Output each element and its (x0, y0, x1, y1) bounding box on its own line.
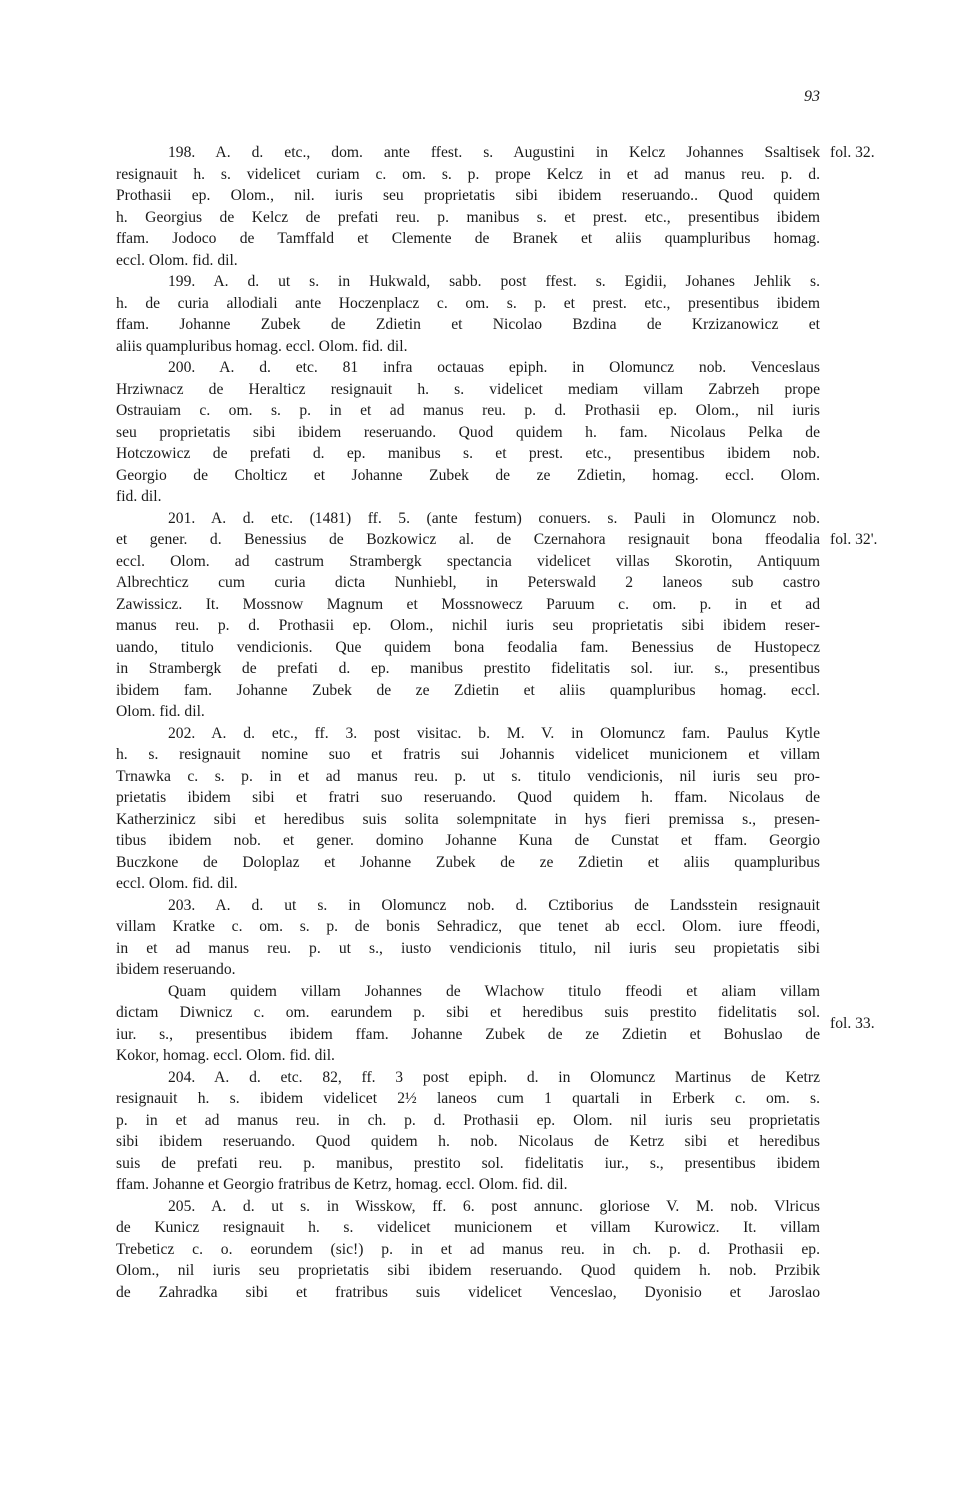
margin-note-fol-33: fol. 33. (830, 1015, 875, 1032)
text-line: 198. A. d. etc., dom. ante ffest. s. Augustini in Kelcz Johannes Ssaltisek (168, 144, 820, 161)
margin-note-fol-32: fol. 32. (830, 144, 875, 161)
text-line: Buczkone de Doloplaz et Johanne Zubek de ze Zdietin et aliis quampluribus (116, 853, 820, 871)
text-line: 199. A. d. ut s. in Hukwald, sabb. post ffest. s. Egidii, Johanes Jehlik s. (168, 273, 820, 290)
text-line: h. Georgius de Kelcz de prefati reu. p. manibus s. et prest. etc., presentibus ibidem (116, 208, 820, 226)
text-line: ibidem reseruando. (116, 961, 236, 978)
text-line: Georgio de Cholticz et Johanne Zubek de ze Zdietin, homag. eccl. Olom. (116, 466, 820, 484)
text-line: Hrziwnacz de Heralticz resignauit h. s. videlicet mediam villam Zabrzeh prope (116, 380, 820, 398)
text-line: Zawissicz. It. Mossnow Magnum et Mossnowecz Paruum c. om. p. in et ad (116, 595, 820, 613)
text-line: ibidem fam. Johanne Zubek de ze Zdietin et aliis quampluribus homag. eccl. (116, 681, 820, 699)
text-line: ffam. Johanne Zubek de Zdietin et Nicolao Bzdina de Krzizanowicz et (116, 316, 820, 333)
text-line: eccl. Olom. ad castrum Strambergk spectancia videlicet villas Skorotin, Antiquum (116, 552, 820, 570)
text-line: in Strambergk de prefati d. ep. manibus prestito fidelitatis sol. iur. s., presentibus (116, 660, 820, 677)
text-line: 204. A. d. etc. 82, ff. 3 post epiph. d. in Olomuncz Martinus de Ketrz (168, 1068, 820, 1086)
text-line: eccl. Olom. fid. dil. (116, 875, 238, 892)
text-line: Albrechticz cum curia dicta Nunhiebl, in Peterswald 2 laneos sub castro (116, 574, 820, 591)
text-line: suis de prefati reu. p. manibus, prestito sol. fidelitatis iur., s., presentibus ibidem (116, 1154, 820, 1172)
text-line: Hotczowicz de prefati d. ep. manibus s. et prest. etc., presentibus ibidem nob. (116, 445, 820, 462)
text-line: de Kunicz resignauit h. s. videlicet municionem et villam Kurowicz. It. villam (116, 1219, 820, 1236)
text-line: villam Kratke c. om. s. p. de bonis Sehradicz, que tenet ab eccl. Olom. iure ffeodi, (116, 918, 820, 935)
text-line: Olom. fid. dil. (116, 703, 205, 720)
text-line: h. de curia allodiali ante Hoczenplacz c. om. s. p. et prest. etc., presentibus ibidem (116, 294, 820, 312)
text-line: sibi ibidem reseruando. Quod quidem h. nob. Nicolaus de Ketrz sibi et heredibus (116, 1133, 820, 1150)
text-line: manus reu. p. d. Prothasii ep. Olom., nichil iuris seu proprietatis sibi ibidem reser- (116, 617, 820, 634)
text-line: 202. A. d. etc., ff. 3. post visitac. b. M. V. in Olomuncz fam. Paulus Kytle (168, 724, 820, 742)
text-line: 201. A. d. etc. (1481) ff. 5. (ante festum) conuers. s. Pauli in Olomuncz nob. (168, 509, 820, 527)
text-line: uando, titulo vendicionis. Que quidem bona feodalia fam. Benessius de Hustopecz (116, 638, 820, 656)
text-line: iur. s., presentibus ibidem ffam. Johanne Zubek de ze Zdietin et Bohuslao de (116, 1025, 820, 1043)
text-line: Ostrauiam c. om. s. p. in et ad manus reu. p. d. Prothasii ep. Olom., nil iuris (116, 402, 820, 419)
text-line: eccl. Olom. fid. dil. (116, 251, 238, 269)
text-line: resignauit h. s. videlicet curiam c. om. s. p. prope Kelcz in et ad manus reu. p. d. (116, 165, 820, 183)
text-line: tibus ibidem nob. et gener. domino Johanne Kuna de Cunstat et ffam. Georgio (116, 832, 820, 849)
text-line: p. in et ad manus reu. in ch. p. d. Prothasii ep. Olom. nil iuris seu proprietatis (116, 1111, 820, 1129)
text-line: Trebeticz c. o. eorundem (sic!) p. in et ad manus reu. in ch. p. d. Prothasii ep. (116, 1240, 820, 1258)
text-line: prietatis ibidem sibi et fratri suo reseruando. Quod quidem h. ffam. Nicolaus de (116, 789, 820, 806)
text-line: Olom., nil iuris seu proprietatis sibi ibidem reseruando. Quod quidem h. nob. Przibik (116, 1262, 820, 1279)
text-line: resignauit h. s. ibidem videlicet 2½ laneos cum 1 quartali in Erberk c. om. s. (116, 1090, 820, 1107)
text-line: seu proprietatis sibi ibidem reseruando. Quod quidem h. fam. Nicolaus Pelka de (116, 423, 820, 441)
text-line: dictam Diwnicz c. om. earundem p. sibi et heredibus suis prestito fidelitatis sol. (116, 1004, 820, 1021)
text-line: 203. A. d. ut s. in Olomuncz nob. d. Cztiborius de Landsstein resignauit (168, 896, 820, 914)
text-line: fid. dil. (116, 488, 162, 505)
text-line: in et ad manus reu. p. ut s., iusto vendicionis titulo, nil iuris seu propietatis sibi (116, 939, 820, 957)
text-line: Quam quidem villam Johannes de Wlachow titulo ffeodi et aliam villam (168, 982, 820, 1000)
margin-note-fol-32-verso: fol. 32'. (830, 531, 878, 548)
page-number: 93 (804, 88, 820, 105)
text-line: de Zahradka sibi et fratribus suis videlicet Venceslao, Dyonisio et Jaroslao (116, 1283, 820, 1301)
text-line: 205. A. d. ut s. in Wisskow, ff. 6. post annunc. gloriose V. M. nob. Vlricus (168, 1197, 820, 1215)
text-line: et gener. d. Benessius de Bozkowicz al. de Czernahora resignauit bona ffeodalia (116, 531, 820, 548)
text-line: Kokor, homag. eccl. Olom. fid. dil. (116, 1047, 335, 1064)
text-line: Prothasii ep. Olom., nil. iuris seu proprietatis sibi ibidem reseruando.. Quod quidem (116, 187, 820, 204)
text-line: ffam. Johanne et Georgio fratribus de Ketrz, homag. eccl. Olom. fid. dil. (116, 1176, 568, 1193)
text-line: 200. A. d. etc. 81 infra octauas epiph. in Olomuncz nob. Venceslaus (168, 359, 820, 376)
text-line: ffam. Jodoco de Tamffald et Clemente de Branek et aliis quampluribus homag. (116, 230, 820, 247)
text-line: h. s. resignauit nomine suo et fratris sui Johannis videlicet municionem et villam (116, 746, 820, 763)
text-line: aliis quampluribus homag. eccl. Olom. fid. dil. (116, 337, 408, 355)
text-line: Trnawka c. s. p. in et ad manus reu. p. ut s. titulo vendicionis, nil iuris seu pro- (116, 767, 820, 785)
text-line: Katherzinicz sibi et heredibus suis solita solempnitate in hys fieri premissa s., presen- (116, 810, 820, 828)
text-column (116, 142, 820, 1303)
